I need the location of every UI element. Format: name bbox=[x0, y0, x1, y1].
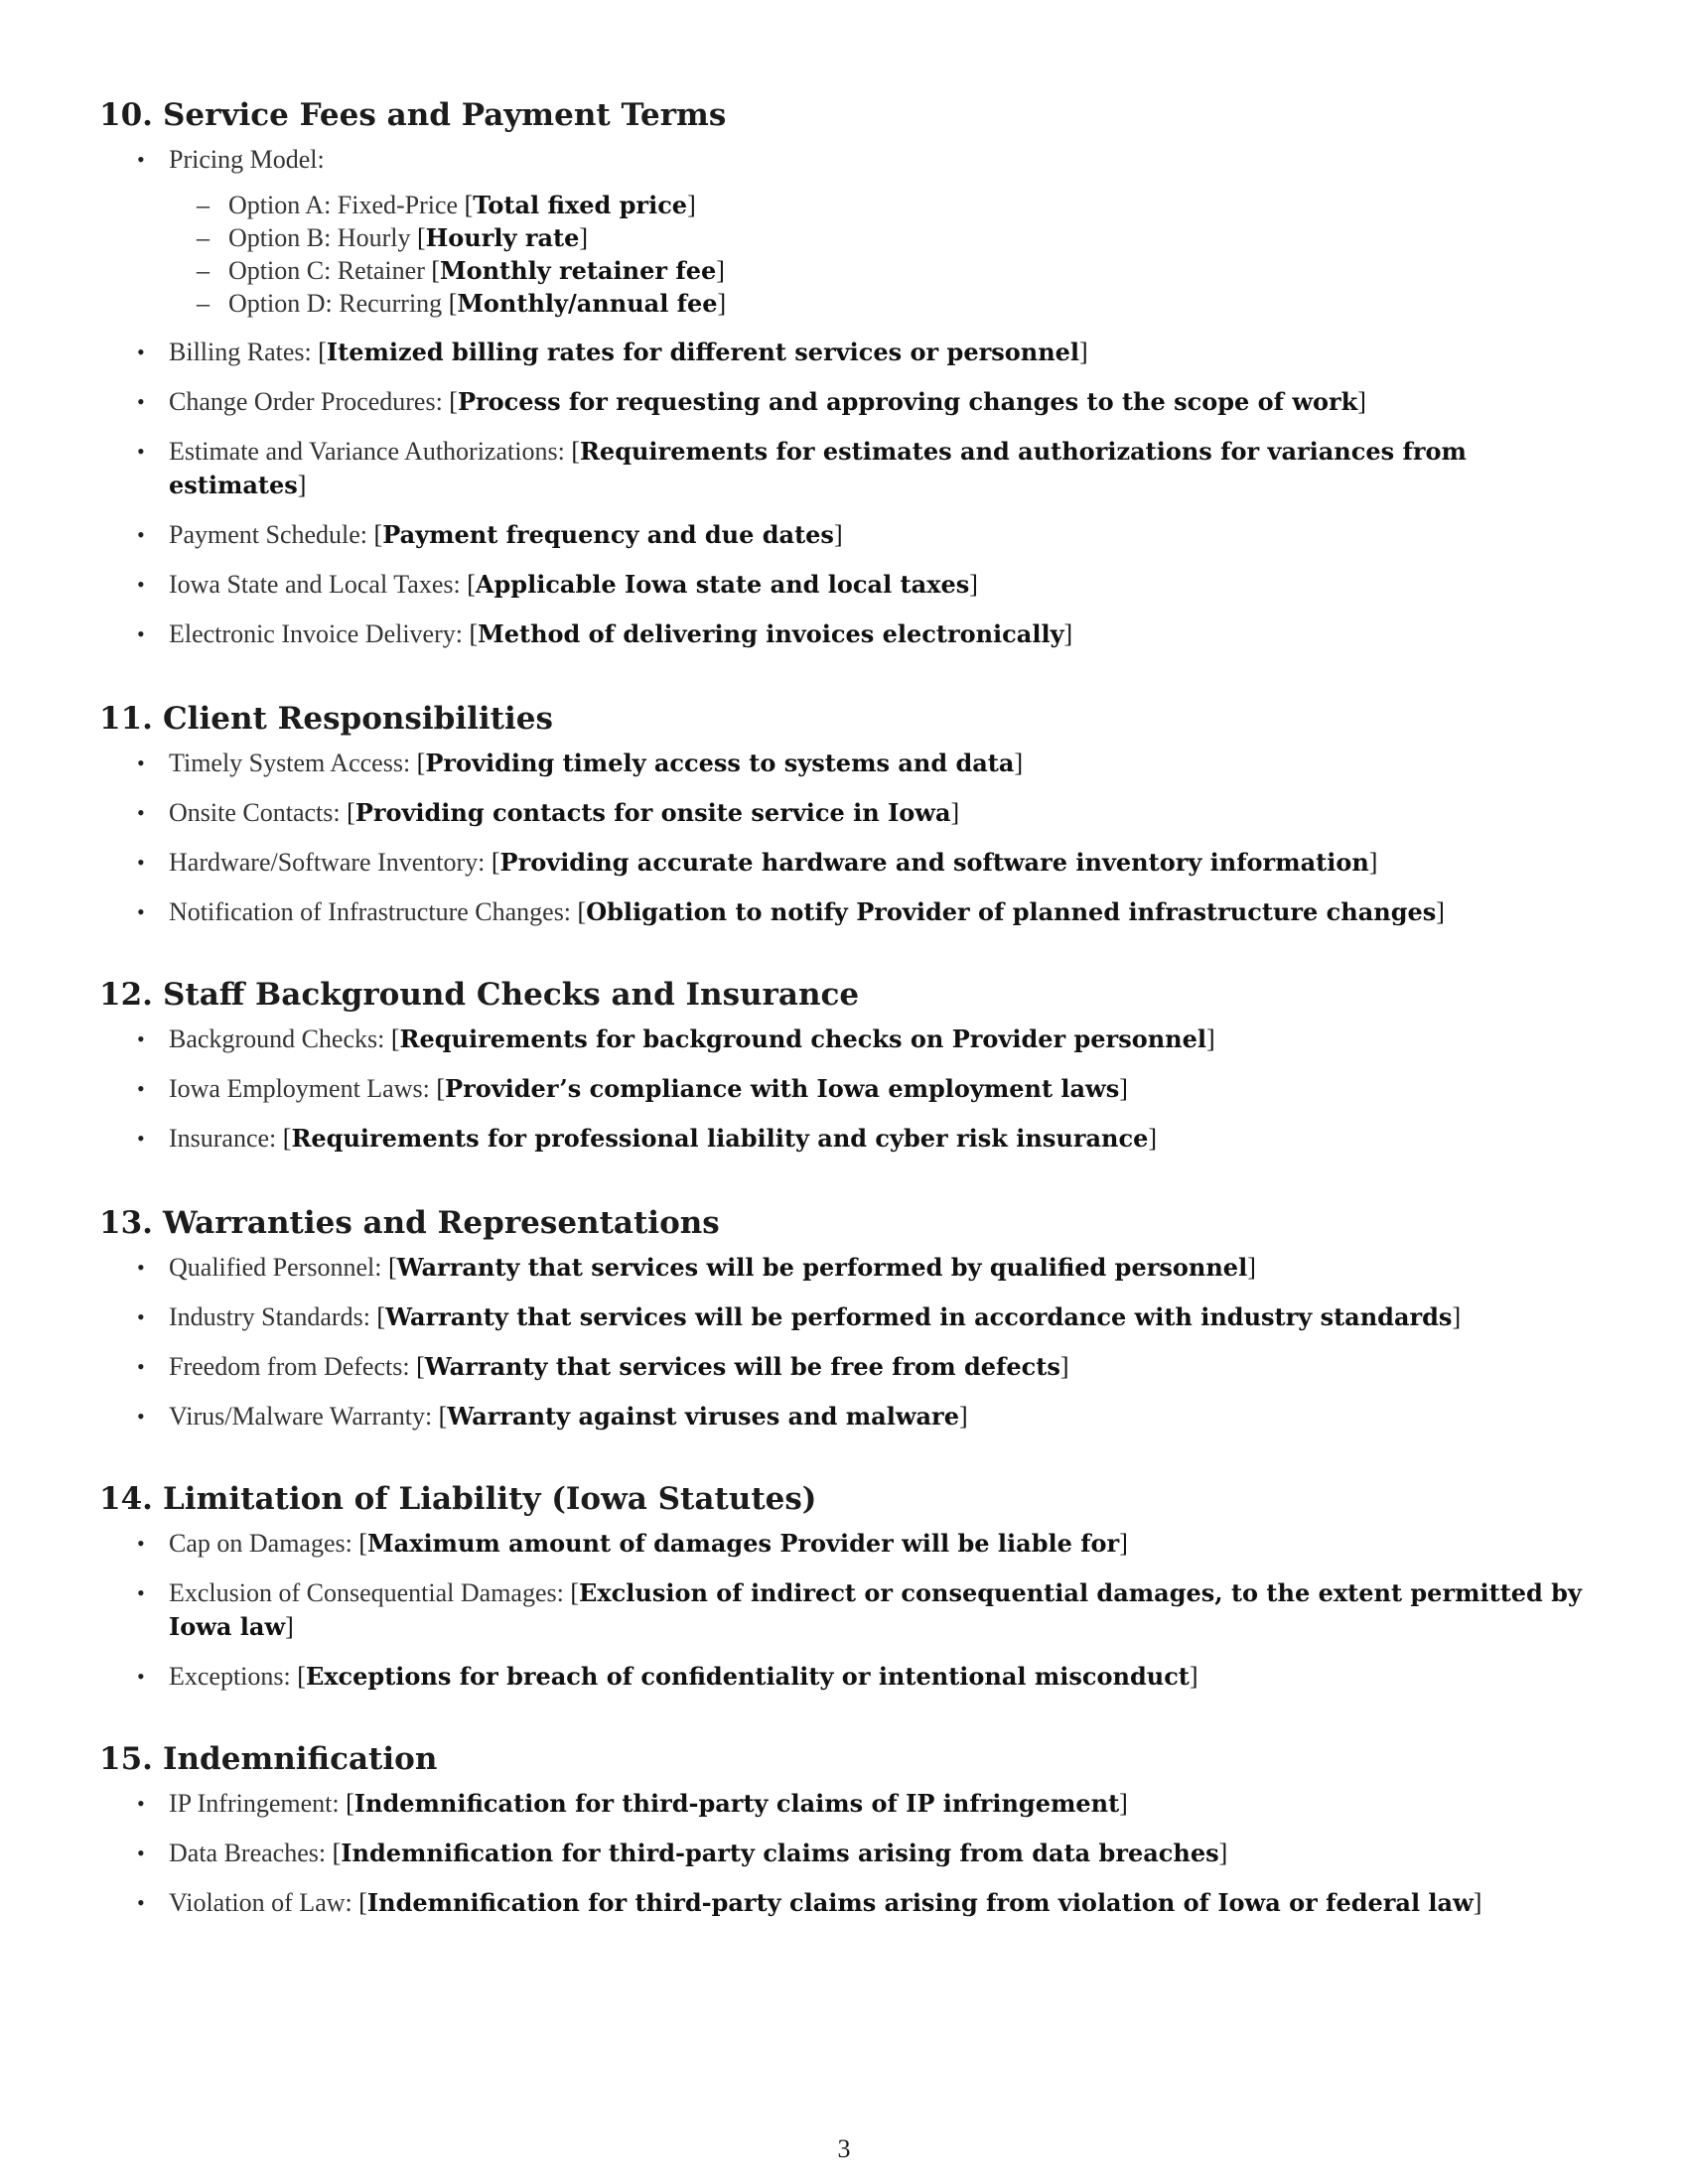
list-item: • Timely System Access: [Providing timely access to systems and data] bbox=[137, 749, 1024, 777]
section-14-list bbox=[99, 1527, 1589, 1694]
section-15-list bbox=[99, 1787, 1589, 1920]
section-heading: 12. Staff Background Checks and Insurance bbox=[99, 977, 860, 1013]
list-item: • Billing Rates: [Itemized billing rates for different services or personnel] bbox=[137, 338, 1088, 366]
list-item: • Iowa State and Local Taxes: [Applicable Iowa state and local taxes] bbox=[137, 570, 978, 599]
list-item: • Virus/Malware Warranty: [Warranty against viruses and malware] bbox=[137, 1402, 968, 1431]
section-11-list bbox=[99, 747, 1589, 929]
list-item: • IP Infringement: [Indemnification for third-party claims of IP infringement] bbox=[137, 1789, 1128, 1818]
list-item: • Violation of Law: [Indemnification for third-party claims arising from violation of Iowa or federal law] bbox=[137, 1888, 1482, 1917]
list-item: • Change Order Procedures: [Process for requesting and approving changes to the scope of work] bbox=[137, 387, 1366, 416]
list-item: • Industry Standards: [Warranty that services will be performed in accordance with industry standards] bbox=[137, 1302, 1462, 1331]
section-heading: 10. Service Fees and Payment Terms bbox=[99, 97, 727, 133]
section-11 bbox=[99, 699, 1589, 929]
list-item: • Exclusion of Consequential Damages: [Exclusion of indirect or consequential damages, to the extent permitted by Iowa law] bbox=[137, 1578, 1582, 1641]
section-13-list bbox=[99, 1251, 1589, 1433]
list-item: • Freedom from Defects: [Warranty that services will be free from defects] bbox=[137, 1352, 1069, 1381]
list-item: • Insurance: [Requirements for professional liability and cyber risk insurance] bbox=[137, 1124, 1158, 1153]
section-12 bbox=[99, 975, 1589, 1156]
list-item: • Background Checks: [Requirements for background checks on Provider personnel] bbox=[137, 1024, 1215, 1053]
list-item: • Data Breaches: [Indemnification for third-party claims arising from data breaches] bbox=[137, 1839, 1228, 1867]
list-item-pricing-model: • Pricing Model: – Option A: Fixed-Price [Total fixed price] – Option B: Hourly [Hourly rate] – Option C: Retainer [Monthly retainer fee] – Option D: Recurring [Monthly/annual fee] bbox=[99, 143, 1589, 320]
section-10-list bbox=[99, 143, 1589, 651]
list-item: • Qualified Personnel: [Warranty that services will be performed by qualified personnel] bbox=[137, 1253, 1256, 1282]
list-item: • Electronic Invoice Delivery: [Method of delivering invoices electronically] bbox=[137, 619, 1073, 648]
pricing-option: – Option D: Recurring [Monthly/annual fee] bbox=[197, 289, 727, 318]
section-heading: 15. Indemnification bbox=[99, 1741, 438, 1777]
section-15 bbox=[99, 1739, 1589, 1920]
pricing-option: – Option B: Hourly [Hourly rate] bbox=[197, 223, 589, 252]
section-heading: 11. Client Responsibilities bbox=[99, 701, 553, 737]
section-heading: 13. Warranties and Representations bbox=[99, 1205, 720, 1241]
list-item: • Payment Schedule: [Payment frequency and due dates] bbox=[137, 520, 843, 549]
section-14 bbox=[99, 1479, 1589, 1694]
section-10 bbox=[99, 95, 1589, 651]
list-item: • Hardware/Software Inventory: [Providing accurate hardware and software inventory information] bbox=[137, 848, 1378, 877]
section-heading: 14. Limitation of Liability (Iowa Statutes) bbox=[99, 1481, 817, 1517]
page-number: 3 bbox=[837, 2134, 851, 2163]
list-item: • Exceptions: [Exceptions for breach of confidentiality or intentional misconduct] bbox=[137, 1662, 1198, 1691]
section-12-list bbox=[99, 1023, 1589, 1156]
list-item: • Notification of Infrastructure Changes: [Obligation to notify Provider of planned infrastructure changes] bbox=[137, 897, 1445, 926]
list-item: • Onsite Contacts: [Providing contacts for onsite service in Iowa] bbox=[137, 798, 960, 827]
pricing-option: – Option A: Fixed-Price [Total fixed price] bbox=[197, 191, 696, 219]
pricing-options-list bbox=[169, 189, 1589, 320]
section-13 bbox=[99, 1203, 1589, 1433]
bullet-icon: • bbox=[137, 147, 145, 172]
pricing-option: – Option C: Retainer [Monthly retainer fee] bbox=[197, 256, 725, 285]
list-item: • Estimate and Variance Authorizations: [Requirements for estimates and authorizations for variances from estimates] bbox=[137, 437, 1467, 499]
list-item: • Iowa Employment Laws: [Provider’s compliance with Iowa employment laws] bbox=[137, 1074, 1128, 1103]
list-item: • Cap on Damages: [Maximum amount of damages Provider will be liable for] bbox=[137, 1529, 1128, 1558]
